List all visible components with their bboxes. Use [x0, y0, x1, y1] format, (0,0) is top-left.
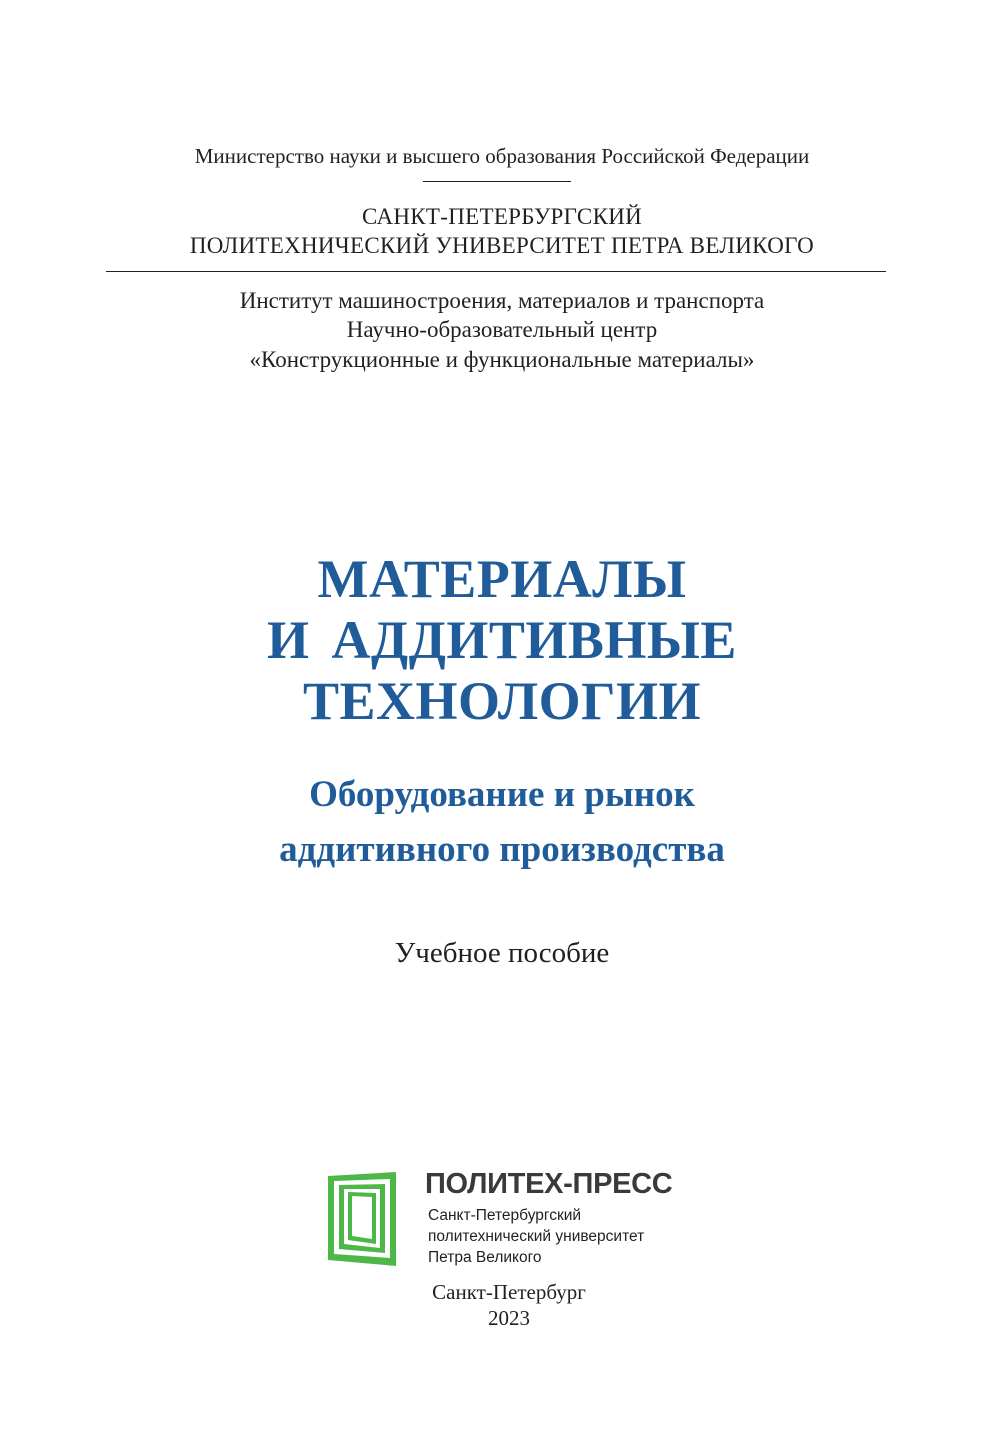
imprint-year: 2023	[488, 1306, 530, 1330]
publisher-line-3: Петра Великого	[428, 1249, 542, 1266]
center-name: «Конструкционные и функциональные материалы»	[249, 347, 755, 372]
imprint-city: Санкт-Петербург	[432, 1280, 586, 1304]
publisher-name: ПОЛИТЕХ-ПРЕСС	[425, 1168, 673, 1200]
book-subtitle-line-1: Оборудование и рынок	[309, 774, 695, 815]
publisher-line-1: Санкт-Петербургский	[428, 1207, 582, 1224]
book-title-line-2: И АДДИТИВНЫЕ	[267, 610, 737, 670]
book-title-line-1: МАТЕРИАЛЫ	[317, 549, 687, 609]
book-logo-icon	[326, 1172, 400, 1266]
university-name-line-1: САНКТ-ПЕТЕРБУРГСКИЙ	[361, 204, 643, 229]
center-label: Научно-образовательный центр	[346, 317, 658, 342]
publisher-line-2: политехнический университет	[428, 1228, 645, 1245]
long-divider	[106, 271, 886, 272]
document-type: Учебное пособие	[394, 937, 610, 969]
short-divider	[423, 181, 571, 182]
institute-name: Институт машиностроения, материалов и транспорта	[239, 288, 765, 313]
book-title-line-3: ТЕХНОЛОГИИ	[303, 671, 701, 731]
university-name-line-2: ПОЛИТЕХНИЧЕСКИЙ УНИВЕРСИТЕТ ПЕТРА ВЕЛИКОГО	[189, 233, 815, 258]
book-subtitle-line-2: аддитивного производства	[279, 829, 725, 870]
ministry-name: Министерство науки и высшего образования Российской Федерации	[194, 144, 810, 168]
